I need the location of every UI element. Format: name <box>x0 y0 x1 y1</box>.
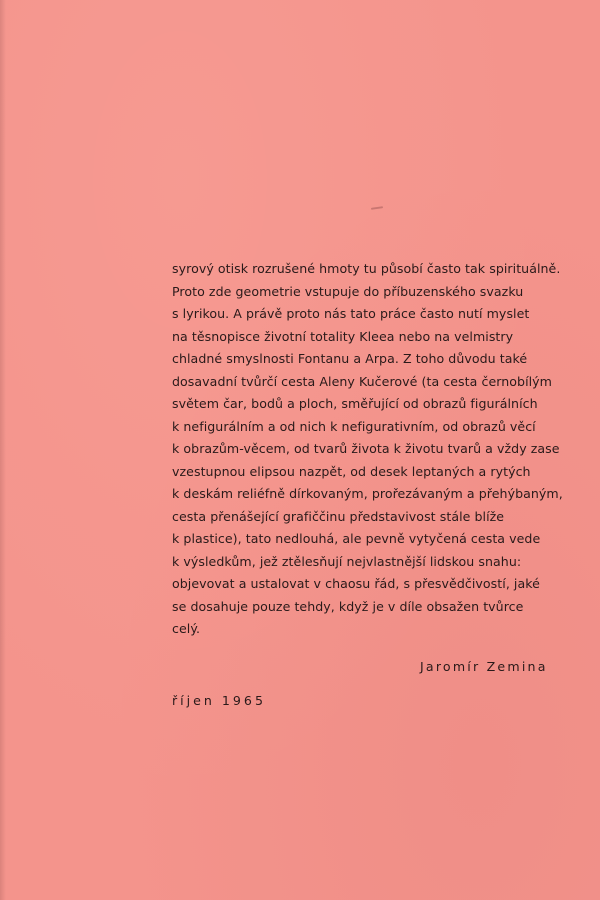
body-paragraph <box>172 258 572 641</box>
paragraph-line: chladné smyslnosti Fontanu a Arpa. Z toho důvodu také <box>172 351 528 366</box>
page-edge-shadow <box>0 0 6 900</box>
paper-speck <box>371 206 383 210</box>
paragraph-line: s lyrikou. A právě proto nás tato práce často nutí myslet <box>172 306 530 321</box>
author-signature: Jaromír Zemina <box>420 659 548 674</box>
paragraph-line: vzestupnou elipsou nazpět, od desek leptaných a rytých <box>172 463 531 479</box>
paragraph-line: dosavadní tvůrčí cesta Aleny Kučerové (ta cesta černobílým <box>172 373 553 389</box>
paragraph-line: Proto zde geometrie vstupuje do příbuzenského svazku <box>172 283 524 299</box>
paragraph-line: syrový otisk rozrušené hmoty tu působí často tak spirituálně. <box>172 261 561 276</box>
paragraph-line: k deskám reliéfně dírkovaným, prořezávaným a přehýbaným, <box>172 486 563 501</box>
paragraph-line: k nefigurálním a od nich k nefigurativním, od obrazů věcí <box>172 418 536 434</box>
paragraph-line: světem čar, bodů a ploch, směřující od obrazů figurálních <box>172 396 538 411</box>
paragraph-line: celý. <box>172 621 201 636</box>
paragraph-line: k plastice), tato nedlouhá, ale pevně vytyčená cesta vede <box>172 531 541 546</box>
document-date: říjen 1965 <box>172 693 266 708</box>
paragraph-line: k obrazům-věcem, od tvarů života k životu tvarů a vždy zase <box>172 441 560 456</box>
paragraph-line: se dosahuje pouze tehdy, když je v díle obsažen tvůrce <box>172 598 524 614</box>
paragraph-line: cesta přenášející grafiččinu představivost stále blíže <box>172 508 505 524</box>
paragraph-line: objevovat a ustalovat v chaosu řád, s přesvědčivostí, jaké <box>172 576 540 591</box>
paragraph-line: k výsledkům, jež ztělesňují nejvlastnější lidskou snahu: <box>172 553 522 569</box>
paragraph-line: na těsnopisce životní totality Kleea nebo na velmistry <box>172 328 514 344</box>
